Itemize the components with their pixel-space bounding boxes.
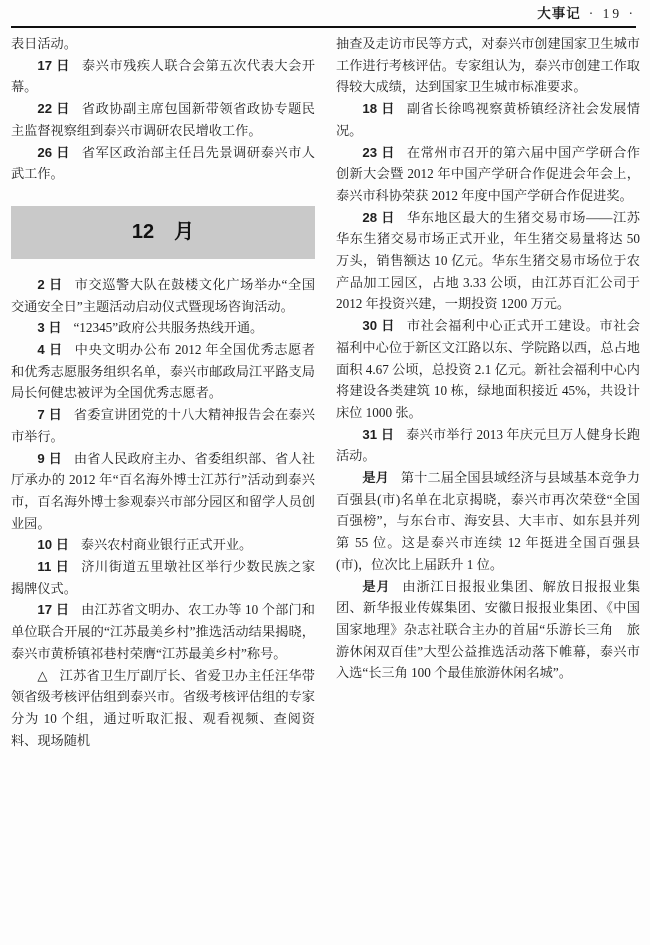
entry-date: 31 日 bbox=[362, 426, 395, 442]
month-section-header bbox=[11, 206, 315, 259]
entry-text: 由江苏省文明办、农工办等 10 个部门和单位联合开展的“江苏最美乡村”推选活动结果揭晓，泰兴市黄桥镇祁巷村荣膺“江苏最美乡村”称号。 bbox=[11, 602, 315, 661]
paragraph bbox=[11, 33, 315, 55]
entry-date: 9 日 bbox=[37, 450, 63, 466]
paragraph bbox=[11, 534, 315, 556]
paragraph bbox=[11, 448, 315, 535]
entry-date: 4 日 bbox=[37, 342, 63, 358]
header-rule bbox=[11, 26, 636, 28]
entry-date: 26 日 bbox=[37, 144, 71, 160]
entry-text: 泰兴市举行 2013 年庆元旦万人健身长跑活动。 bbox=[336, 426, 640, 464]
paragraph bbox=[11, 55, 315, 98]
entry-date: 是月 bbox=[362, 470, 389, 486]
entry-text: 泰兴农村商业银行正式开业。 bbox=[80, 537, 253, 553]
paragraph bbox=[11, 556, 315, 599]
entry-text: 市社会福利中心正式开工建设。市社会福利中心位于新区文江路以东、学院路以西，总占地面积 4.67 公顷，总投资 2.1 亿元。新社会福利中心内将建设各类建筑 10 栋，绿地面积接近 45%，共设计床位 1000 张。 bbox=[336, 318, 640, 420]
paragraph bbox=[11, 665, 315, 752]
page-number: · 19 · bbox=[588, 6, 636, 21]
left-column bbox=[11, 33, 315, 751]
paragraph bbox=[336, 142, 640, 207]
entry-text: 省军区政治部主任吕先景调研泰兴市人武工作。 bbox=[11, 144, 315, 182]
paragraph bbox=[336, 576, 640, 685]
paragraph bbox=[336, 467, 640, 576]
paragraph bbox=[11, 98, 315, 141]
entry-date: 3 日 bbox=[37, 320, 62, 336]
entry-text: 抽查及走访市民等方式，对泰兴市创建国家卫生城市工作进行考核评估。专家组认为，泰兴市创建工作取得较大成绩，达到国家卫生城市标准要求。 bbox=[336, 36, 640, 95]
entry-date: 17 日 bbox=[37, 57, 71, 73]
entry-date: 17 日 bbox=[37, 602, 70, 618]
entry-text: 江苏省卫生厅副厅长、省爱卫办主任汪华带领省级考核评估组到泰兴市。省级考核评估组的专家分为 10 个组，通过听取汇报、观看视频、查阅资料、现场随机 bbox=[11, 667, 315, 748]
paragraph bbox=[11, 404, 315, 447]
entry-date: 11 日 bbox=[37, 559, 70, 575]
paragraph bbox=[336, 315, 640, 424]
entry-text: 由浙江日报报业集团、解放日报报业集团、新华报业传媒集团、安徽日报报业集团、《中国国家地理》杂志社联合主办的首届“乐游长三角 旅游休闲双百佳”大型公益推选活动落下帷幕，泰兴市入选“长三角 100 个最佳旅游休闲名城”。 bbox=[336, 578, 641, 681]
triangle-marker: △ bbox=[37, 667, 48, 683]
entry-text: 第十二届全国县域经济与县域基本竞争力百强县(市)名单在北京揭晓，泰兴市再次荣登“全国百强榜”，与东台市、海安县、大丰市、如东县并列第 55 位。这是泰兴市连续 12 年挺进全国百强县(市)，位次比上届跃升 1 位。 bbox=[336, 470, 641, 572]
entry-date: 22 日 bbox=[37, 101, 71, 117]
text-columns bbox=[11, 33, 640, 751]
entry-date: 30 日 bbox=[362, 318, 396, 334]
entry-date: 是月 bbox=[362, 578, 391, 594]
entry-text: 中央文明办公布 2012 年全国优秀志愿者和优秀志愿服务组织名单，泰兴市邮政局江平路支局局长何健忠被评为全国优秀志愿者。 bbox=[11, 342, 316, 401]
paragraph bbox=[336, 207, 640, 316]
paragraph bbox=[336, 424, 640, 467]
entry-text: 济川街道五里墩社区举行少数民族之家揭牌仪式。 bbox=[11, 559, 316, 596]
paragraph bbox=[336, 98, 640, 141]
entry-date: 10 日 bbox=[37, 537, 69, 553]
entry-text: 在常州市召开的第六届中国产学研合作创新大会暨 2012 年中国产学研合作促进会年会上，泰兴市科协荣获 2012 年度中国产学研合作促进奖。 bbox=[336, 144, 640, 203]
paragraph bbox=[11, 142, 315, 185]
entry-text: 副省长徐鸣视察黄桥镇经济社会发展情况。 bbox=[336, 101, 640, 138]
entry-text: 华东地区最大的生猪交易市场——江苏华东生猪交易市场正式开业，年生猪交易量将达 50 万头，销售额达 10 亿元。华东生猪交易市场位于农产品加工园区，占地 3.33 公顷，由江苏百汇公司于 2012 年投资兴建，一期投资 1200 万元。 bbox=[336, 209, 640, 312]
page-header bbox=[11, 4, 636, 23]
entry-date: 2 日 bbox=[37, 276, 63, 292]
right-column bbox=[336, 33, 640, 751]
entry-text: 表日活动。 bbox=[11, 36, 77, 51]
entry-text: 省政协副主席包国新带领省政协专题民主监督视察组到泰兴市调研农民增收工作。 bbox=[11, 101, 315, 138]
entry-text: 泰兴市残疾人联合会第五次代表大会开幕。 bbox=[11, 57, 315, 95]
entry-text: “12345”政府公共服务热线开通。 bbox=[73, 320, 264, 336]
entry-text: 省委宣讲团党的十八大精神报告会在泰兴市举行。 bbox=[11, 407, 315, 444]
running-head-title: 大事记 bbox=[537, 6, 581, 21]
paragraph bbox=[11, 339, 315, 404]
paragraph bbox=[11, 599, 315, 664]
entry-date: 7 日 bbox=[37, 407, 63, 423]
entry-text: 由省人民政府主办、省委组织部、省人社厅承办的 2012 年“百名海外博士江苏行”活动到泰兴市，百名海外博士参观泰兴市部分园区和留学人员创业园。 bbox=[11, 450, 315, 531]
month-section-label: 12 月 bbox=[131, 220, 195, 243]
entry-date: 28 日 bbox=[362, 209, 396, 225]
entry-date: 23 日 bbox=[362, 144, 396, 160]
paragraph bbox=[336, 33, 640, 98]
entry-text: 市交巡警大队在鼓楼文化广场举办“全国交通安全日”主题活动启动仪式暨现场咨询活动。 bbox=[11, 276, 316, 314]
paragraph bbox=[11, 274, 315, 317]
paragraph bbox=[11, 317, 315, 339]
entry-date: 18 日 bbox=[362, 101, 396, 117]
